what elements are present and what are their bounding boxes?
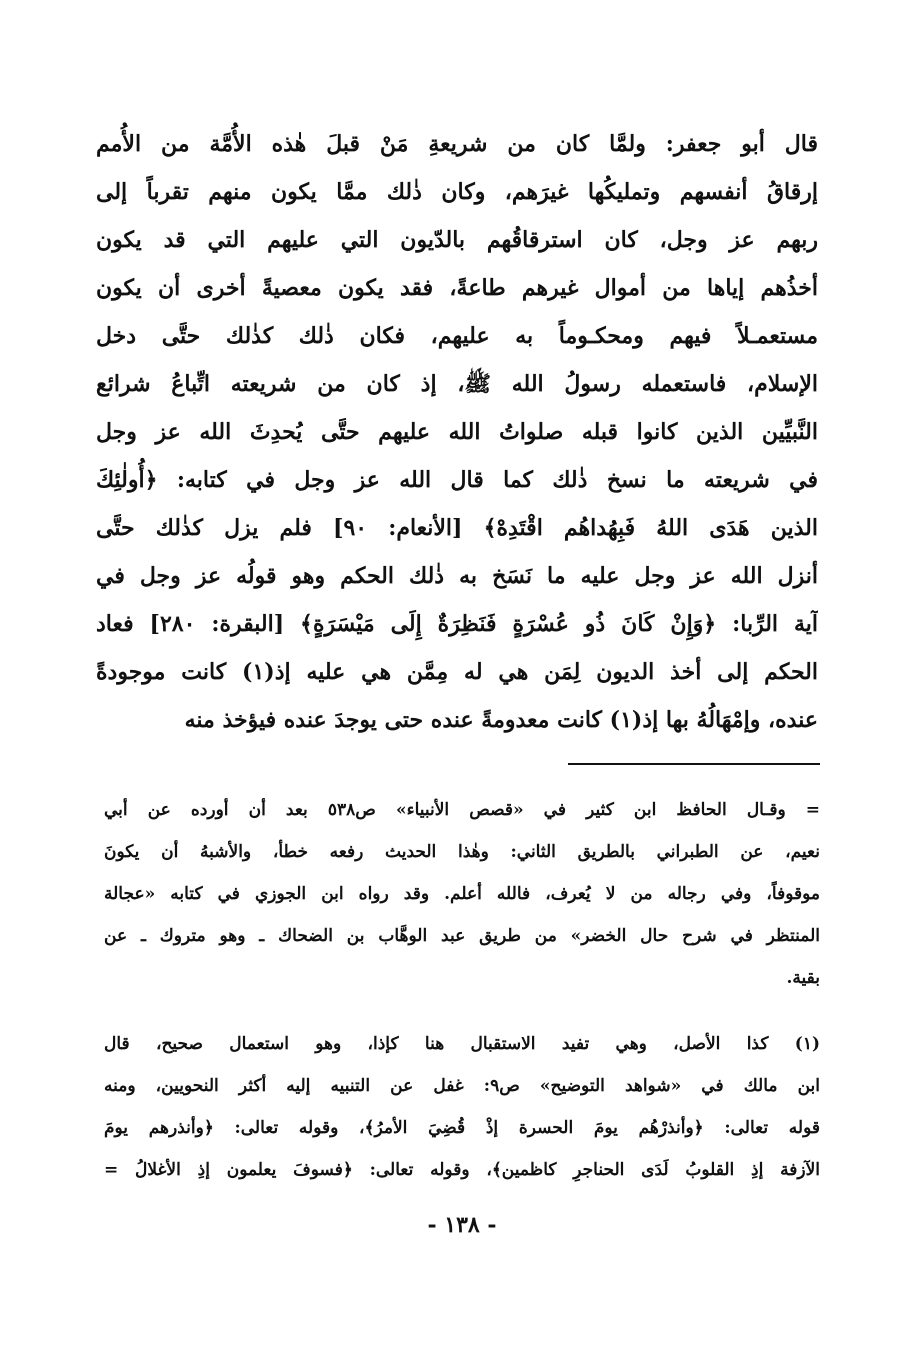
footnote-line: (١) كذا الأصل، وهي تفيد الاستقبال هنا كإذا، وهو استعمال صحيح، قال [104,1034,820,1054]
main-text-line: الإسلام، فاستعمله رسولُ الله ﷺ، إذ كان من شريعته اتِّباعُ شرائع [96,371,818,397]
main-text-line: الذين هَدَى اللهُ فَبِهُداهُم اقْتَدِهْ﴾ [الأنعام: ٩٠] فلم يزل كذٰلك حتَّى [96,515,818,541]
main-text-line: مستعمـلاً فيهم ومحكـوماً به عليهم، فكان ذٰلك كذٰلك حتَّى دخل [96,323,818,349]
footnote-line: قوله تعالى: ﴿وأنذرْهُم يومَ الحسرة إذْ قُضِيَ الأمرُ﴾، وقوله تعالى: ﴿وأنذرهم يومَ [104,1118,820,1138]
footnote-line: = وقـال الحافظ ابن كثير في «قصص الأنبياء» ص٥٣٨ بعد أن أورده عن أبي [104,800,820,820]
footnote-line: بقية. [786,968,820,988]
footnote-line: الآزفة إذِ القلوبُ لَدَى الحناجرِ كاظمين﴾، وقوله تعالى: ﴿فسوفَ يعلمون إذِ الأغلالُ = [104,1160,820,1180]
main-text-line: قال أبو جعفر: ولمَّا كان من شريعةِ مَنْ قبلَ هٰذه الأُمَّة من الأُمم [96,131,818,157]
footnote-continuation [104,789,820,999]
footnote-1 [104,1023,820,1191]
footnote-separator [568,763,820,765]
main-text-line: النَّبيِّين الذين كانوا قبله صلواتُ الله عليهم حتَّى يُحدِثَ الله عز وجل [96,419,818,445]
main-text [96,120,818,744]
main-text-line: آية الرِّبا: ﴿وَإِنْ كَانَ ذُو عُسْرَةٍ فَنَظِرَةٌ إِلَى مَيْسَرَةٍ﴾ [البقرة: ٢٨٠] فعاد [96,611,818,637]
main-text-line: أنزل الله عز وجل عليه ما نَسَخ به ذٰلك الحكم وهو قولُه عز وجل في [96,563,818,589]
footnote-line: نعيم، عن الطبراني بالطريق الثاني: وهٰذا الحديث رفعه خطأ، والأشبهُ أن يكونَ [104,842,820,862]
footnote-line: موقوفاً، وفي رجاله من لا يُعرف، فالله أعلم. وقد رواه ابن الجوزي في كتابه «عجالة [104,884,820,904]
main-text-line: الحكم إلى أخذ الديون لِمَن هي له مِمَّن هي عليه إذ(١) كانت موجودةً [96,659,818,685]
main-text-line: في شريعته ما نسخ ذٰلك كما قال الله عز وجل في كتابه: ﴿أُولٰئِكَ [96,467,818,493]
page-number: - ١٣٨ - [427,1212,497,1238]
main-text-line: عنده، وإمْهَالُهُ بها إذ(١) كانت معدومةً عنده حتى يوجدَ عنده فيؤخذ منه [184,707,818,733]
main-text-line: ربهم عز وجل، كان استرقاقُهم بالدّيون التي عليهم التي قد يكون [96,227,818,253]
footnote-line: ابن مالك في «شواهد التوضيح» ص٩: غفل عن التنبيه إليه أكثر النحويين، ومنه [104,1076,820,1096]
footnote-line: المنتظر في شرح حال الخضر» من طريق عبد الوهَّاب بن الضحاك ـ وهو متروك ـ عن [104,926,820,946]
main-text-line: أخذُهم إياها من أموال غيرهم طاعةً، فقد يكون معصيةً أخرى أن يكون [96,275,818,301]
main-text-line: إرقاقُ أنفسهم وتمليكُها غيرَهم، وكان ذٰلك ممَّا يكون منهم تقرباً إلى [96,179,818,205]
